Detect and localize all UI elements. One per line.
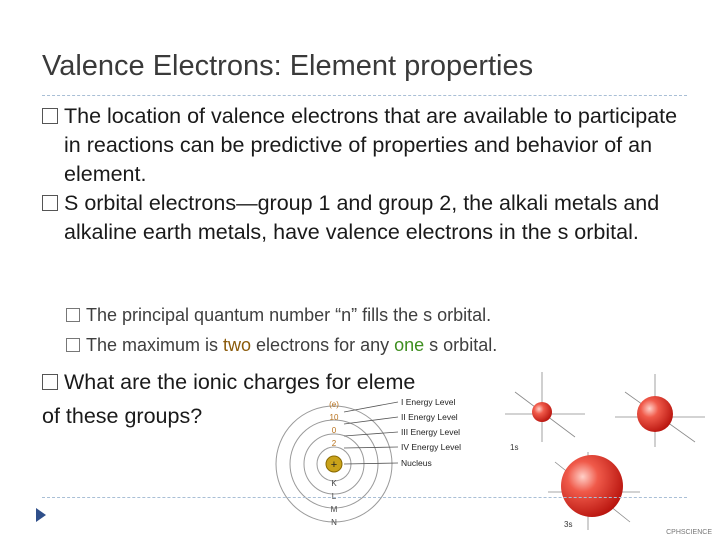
- sub-bullet-2-text: [66, 335, 497, 355]
- bullet-2-text: S orbital electrons—group 1 and group 2, the alkali metals and alkaline earth metals, have valence electrons in the s orbital.: [64, 191, 660, 244]
- energy-level-2-label: II Energy Level: [401, 412, 458, 422]
- nucleus-label: Nucleus: [401, 458, 432, 468]
- watermark: CPHSCIENCE: [666, 529, 712, 536]
- column-top-3: 0: [331, 426, 337, 435]
- atom-energy-level-diagram: [270, 392, 490, 532]
- column-top-4: 2: [331, 439, 337, 448]
- bullet-box-icon: [42, 108, 58, 124]
- orbital-2s-sphere: [637, 396, 673, 432]
- highlight-two: two: [223, 335, 252, 355]
- energy-level-1-label: I Energy Level: [401, 397, 456, 407]
- bullet-1-text: The location of valence electrons that are available to participate in reactions can be predictive of properties and behavior of an element.: [64, 104, 678, 186]
- orbital-1s-label: 1s: [510, 443, 519, 452]
- energy-level-4-label: IV Energy Level: [401, 442, 462, 452]
- sub-bullet-1: [66, 303, 491, 327]
- title-divider: [42, 95, 687, 96]
- sub-bullet-1-text: The principal quantum number “n” fills the s orbital.: [86, 305, 492, 325]
- bullet-2: [42, 189, 692, 247]
- footer-divider: [42, 497, 687, 498]
- column-top-1: (e): [329, 400, 339, 409]
- energy-level-3-label: III Energy Level: [401, 427, 461, 437]
- s-orbital-figure: [490, 362, 718, 534]
- orbital-3s-sphere: [561, 455, 623, 517]
- slide-title: Valence Electrons: Element properties: [42, 50, 534, 82]
- orbital-1s-sphere: [532, 402, 552, 422]
- bullet-box-icon: [42, 195, 58, 211]
- bullet-3-continuation: of these groups?: [42, 404, 203, 428]
- sub-bullet-2: [66, 333, 497, 357]
- shell-n: N: [331, 518, 337, 527]
- bullet-3-text: What are the ionic charges for eleme: [64, 370, 416, 394]
- highlight-one: one: [394, 335, 425, 355]
- bullet-box-icon: [42, 374, 58, 390]
- shell-l: L: [331, 492, 337, 501]
- sub-bullet-box-icon: [66, 308, 80, 322]
- shell-m: M: [330, 505, 338, 514]
- shell-k: K: [331, 479, 337, 488]
- sub-bullet-2-post: s orbital.: [424, 335, 498, 355]
- bullet-1: [42, 102, 692, 189]
- nucleus-symbol: +: [330, 459, 338, 471]
- sub-bullet-2-mid: electrons for any: [251, 335, 395, 355]
- sub-bullet-box-icon: [66, 338, 80, 352]
- corner-triangle-icon: [36, 508, 46, 522]
- orbital-3s-label: 3s: [564, 520, 573, 529]
- sub-bullet-2-pre: The maximum is: [86, 335, 224, 355]
- column-top-2: 10: [329, 413, 339, 422]
